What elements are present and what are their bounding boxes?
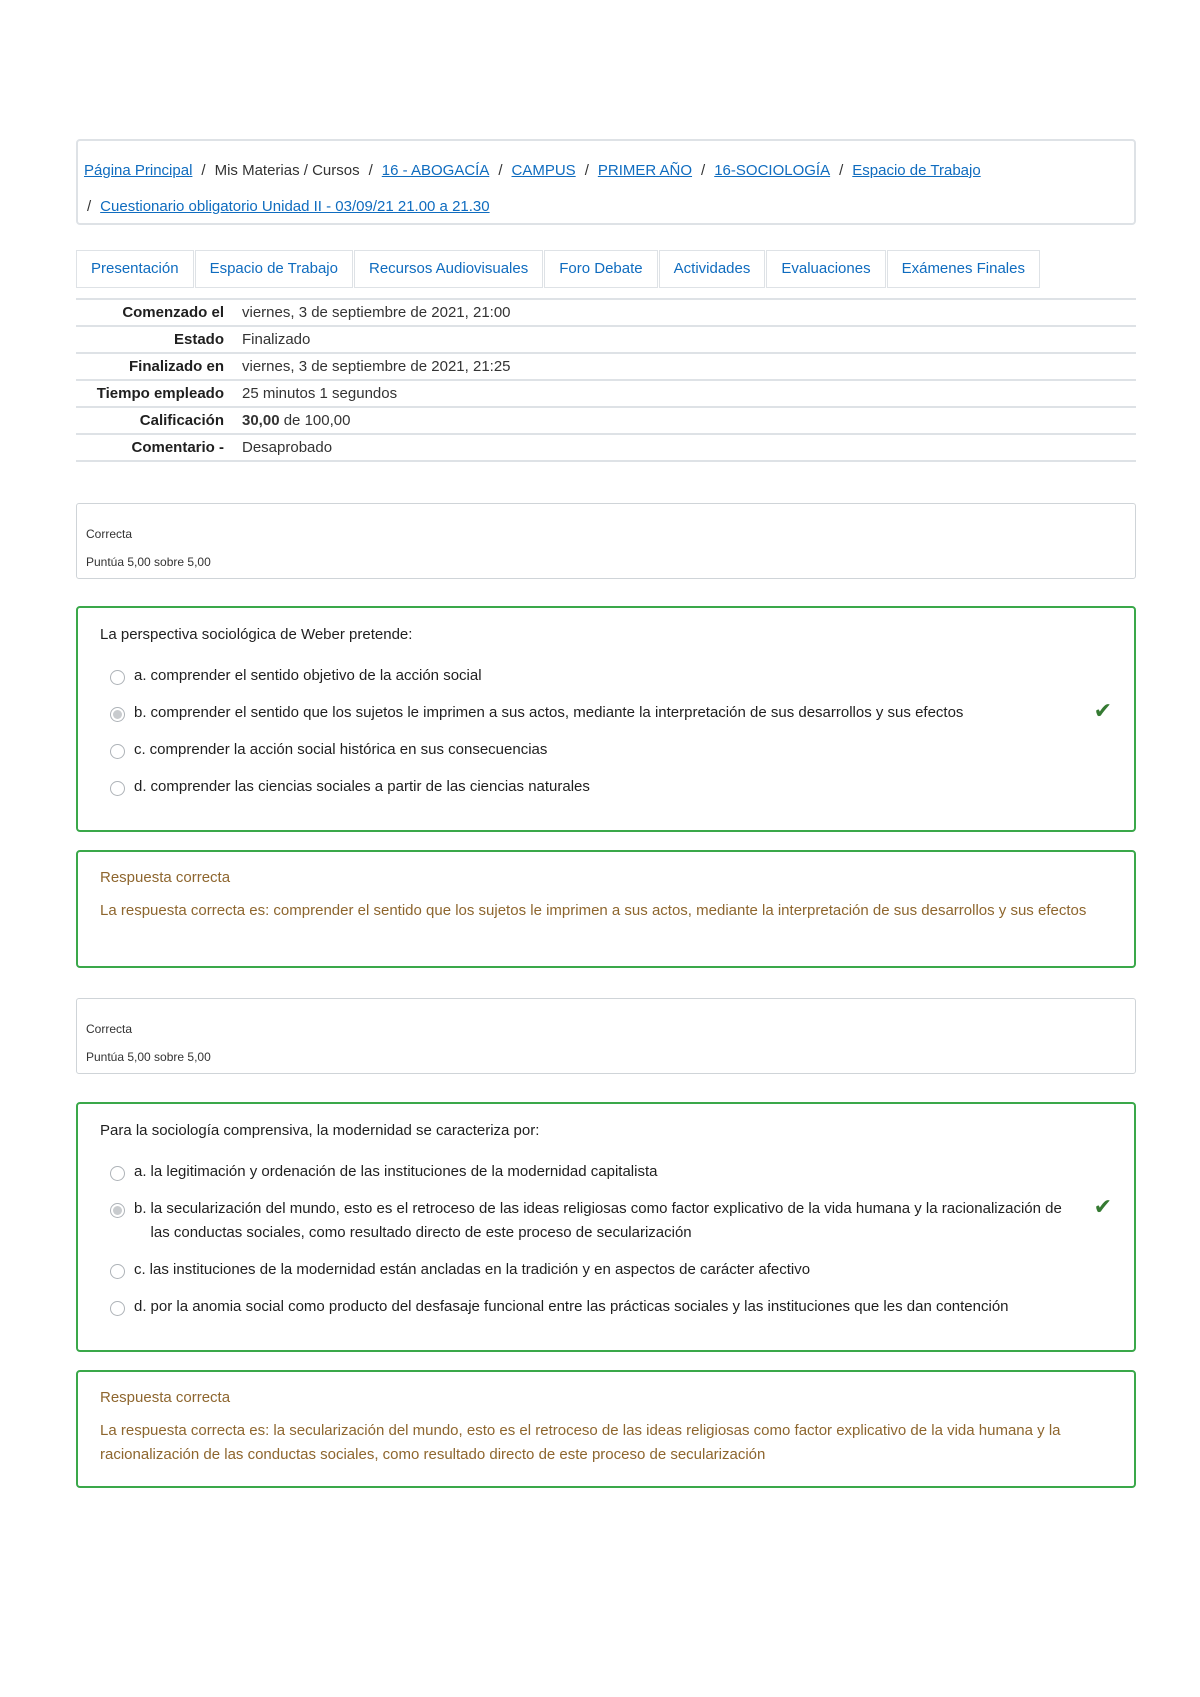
radio-button-selected[interactable]	[110, 1203, 125, 1218]
finished-value: viernes, 3 de septiembre de 2021, 21:25	[242, 358, 511, 375]
answer-text: comprender las ciencias sociales a partir de las ciencias naturales	[150, 778, 590, 795]
breadcrumb-career-link[interactable]: 16 - ABOGACÍA	[381, 162, 490, 179]
breadcrumb-year-link[interactable]: PRIMER AÑO	[597, 162, 693, 179]
breadcrumb	[76, 139, 1136, 225]
answer-letter: d.	[134, 1298, 147, 1315]
answer-text: por la anomia social como producto del desfasaje funcional entre las prácticas sociales y las instituciones que les dan contención	[150, 1298, 1009, 1315]
breadcrumb-quiz-link[interactable]: Cuestionario obligatorio Unidad II - 03/09/21 21.00 a 21.30	[100, 198, 490, 215]
feedback-text: La respuesta correcta es: comprender el sentido que los sujetos le imprimen a sus actos, mediante la interpretación de sus desarrollos y sus efectos	[100, 902, 1087, 919]
answer-text: comprender la acción social histórica en sus consecuencias	[149, 741, 548, 758]
breadcrumb-separator: /	[368, 162, 373, 179]
check-icon: ✔	[1093, 1194, 1112, 1219]
check-icon: ✔	[1093, 698, 1112, 723]
radio-button[interactable]	[110, 1264, 125, 1279]
answer-text: comprender el sentido objetivo de la acción social	[150, 667, 482, 684]
finished-label: Finalizado en	[128, 358, 224, 375]
tab-recursos-audiovisuales[interactable]: Recursos Audiovisuales	[354, 250, 543, 288]
question-text: La perspectiva sociológica de Weber pretende:	[100, 626, 413, 643]
radio-button[interactable]	[110, 744, 125, 759]
answer-letter: d.	[134, 778, 147, 795]
answer-text: la secularización del mundo, esto es el retroceso de las ideas religiosas como factor explicativo de la vida humana y la racionalización de las conductas sociales, como resultado directo de este proceso de secularización	[150, 1200, 1062, 1241]
feedback-box	[76, 850, 1136, 968]
breadcrumb-separator: /	[87, 198, 92, 215]
answer-letter: b.	[134, 704, 147, 721]
answer-letter: a.	[134, 1163, 147, 1180]
grade-label: Calificación	[139, 412, 224, 429]
time-label: Tiempo empleado	[96, 385, 224, 402]
answer-letter: c.	[134, 1261, 146, 1278]
answer-option[interactable]	[100, 1258, 1112, 1282]
breadcrumb-campus-link[interactable]: CAMPUS	[511, 162, 576, 179]
breadcrumb-separator: /	[201, 162, 206, 179]
comment-value: Desaprobado	[242, 439, 333, 456]
grade-value: 30,00	[242, 412, 280, 429]
answer-option[interactable]	[100, 698, 1112, 725]
answer-option[interactable]	[100, 1160, 1112, 1184]
started-value: viernes, 3 de septiembre de 2021, 21:00	[242, 304, 511, 321]
breadcrumb-my-courses: Mis Materias / Cursos	[214, 162, 360, 179]
state-value: Finalizado	[242, 331, 311, 348]
radio-button-selected[interactable]	[110, 707, 125, 722]
summary-row	[76, 434, 1136, 461]
question-score: Puntúa 5,00 sobre 5,00	[86, 555, 211, 569]
radio-button[interactable]	[110, 670, 125, 685]
feedback-text: La respuesta correcta es: la secularización del mundo, esto es el retroceso de las ideas religiosas como factor explicativo de la vida humana y la racionalización de las conductas sociales, como resultado directo de este proceso de secularización	[100, 1422, 1061, 1463]
answer-text: comprender el sentido que los sujetos le imprimen a sus actos, mediante la interpretación de sus desarrollos y sus efectos	[150, 704, 964, 721]
summary-row	[76, 326, 1136, 353]
breadcrumb-workspace-link[interactable]: Espacio de Trabajo	[852, 162, 981, 179]
answer-text: la legitimación y ordenación de las instituciones de la modernidad capitalista	[150, 1163, 658, 1180]
state-label: Estado	[173, 331, 224, 348]
answer-text: las instituciones de la modernidad están ancladas en la tradición y en aspectos de carácter afectivo	[149, 1261, 811, 1278]
tab-evaluaciones[interactable]: Evaluaciones	[766, 250, 885, 288]
tab-examenes-finales[interactable]: Exámenes Finales	[887, 250, 1040, 288]
summary-row	[76, 353, 1136, 380]
question-info	[76, 503, 1136, 579]
question-text: Para la sociología comprensiva, la modernidad se caracteriza por:	[100, 1122, 540, 1139]
radio-button[interactable]	[110, 781, 125, 796]
answer-option[interactable]	[100, 1295, 1112, 1319]
tab-presentacion[interactable]: Presentación	[76, 250, 194, 288]
breadcrumb-home-link[interactable]: Página Principal	[84, 162, 193, 179]
question-status: Correcta	[86, 527, 133, 541]
breadcrumb-separator: /	[498, 162, 503, 179]
answer-option[interactable]	[100, 775, 1112, 799]
breadcrumb-separator: /	[839, 162, 844, 179]
attempt-summary-table	[76, 298, 1136, 462]
answer-letter: a.	[134, 667, 147, 684]
question-info	[76, 998, 1136, 1074]
feedback-title: Respuesta correcta	[100, 869, 231, 886]
tab-actividades[interactable]: Actividades	[659, 250, 766, 288]
tab-espacio-de-trabajo[interactable]: Espacio de Trabajo	[195, 250, 353, 288]
answer-letter: b.	[134, 1200, 147, 1217]
comment-label: Comentario -	[131, 439, 224, 456]
started-label: Comenzado el	[122, 304, 224, 321]
feedback-box	[76, 1370, 1136, 1488]
answer-letter: c.	[134, 741, 146, 758]
radio-button[interactable]	[110, 1301, 125, 1316]
summary-row	[76, 380, 1136, 407]
question-content	[76, 1102, 1136, 1352]
time-value: 25 minutos 1 segundos	[242, 385, 398, 402]
grade-suffix: de 100,00	[279, 412, 351, 429]
summary-row	[76, 407, 1136, 434]
radio-button[interactable]	[110, 1166, 125, 1181]
tab-foro-debate[interactable]: Foro Debate	[544, 250, 657, 288]
answer-option[interactable]	[100, 1194, 1112, 1245]
question-score: Puntúa 5,00 sobre 5,00	[86, 1050, 211, 1064]
breadcrumb-subject-link[interactable]: 16-SOCIOLOGÍA	[714, 162, 831, 179]
summary-row	[76, 299, 1136, 326]
answer-option[interactable]	[100, 738, 1112, 762]
breadcrumb-separator: /	[701, 162, 706, 179]
feedback-title: Respuesta correcta	[100, 1389, 231, 1406]
course-tabs	[76, 250, 1041, 288]
breadcrumb-separator: /	[584, 162, 589, 179]
answer-option[interactable]	[100, 664, 1112, 688]
grade-cell	[236, 407, 1136, 434]
question-content	[76, 606, 1136, 832]
question-status: Correcta	[86, 1022, 133, 1036]
